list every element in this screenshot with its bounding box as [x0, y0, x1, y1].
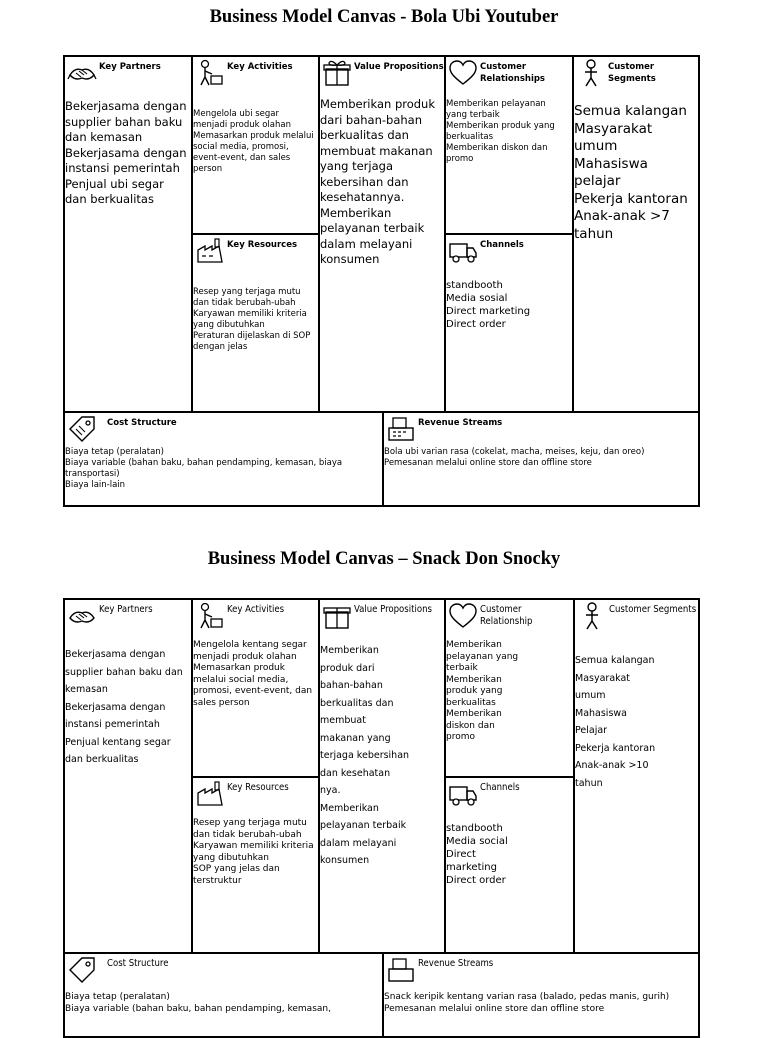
key-resources-block	[193, 778, 320, 954]
list-item: • Semua kalangan	[574, 103, 694, 121]
list-item: • Resep yang terjaga mutu dan tidak berubah-ubah	[193, 287, 314, 309]
list-item: • Bola ubi varian rasa (cokelat, macha, meises, keju, dan oreo)	[384, 447, 694, 458]
value-propositions-label: Value Propositions	[354, 604, 432, 615]
channels-block	[446, 235, 574, 413]
list-item: • Memasarkan produk melalui social media, promosi, event-event, dan sales person	[193, 131, 314, 175]
person-icon	[576, 58, 606, 88]
list-item: • Memberikan pelayanan terbaik dalam melayani konsumen	[320, 206, 440, 268]
handshake-icon	[67, 58, 97, 88]
list-item: 4. Pelajar	[575, 722, 658, 740]
business-model-canvas-1	[63, 55, 700, 507]
list-item: • Masyarakat umum	[574, 121, 694, 156]
list-item: 1. Resep yang terjaga mutu dan tidak berubah-ubah	[193, 818, 314, 841]
list-item: 1. Semua kalangan	[575, 652, 658, 670]
list-item: 2. Bekerjasama dengan instansi pemerintah	[65, 699, 187, 734]
list-item: • Karyawan memiliki kriteria yang dibutuhkan	[193, 309, 314, 331]
canvas-2-title: Business Model Canvas – Snack Don Snocky	[207, 549, 561, 569]
channels-block	[446, 778, 575, 954]
list-item: • Penjual ubi segar dan berkualitas	[65, 177, 187, 208]
customer-segments-block	[575, 600, 698, 954]
key-activities-label: Key Activities	[227, 604, 285, 615]
channels-list	[446, 822, 573, 887]
customer-segments-list	[574, 103, 698, 243]
channels-label: Channels	[480, 240, 524, 250]
list-item: 3. SOP yang jelas dan terstruktur	[193, 864, 314, 887]
list-item: 1. Mengelola kentang segar menjadi produk olahan	[193, 640, 314, 663]
canvas-1-title: Business Model Canvas - Bola Ubi Youtuber	[209, 7, 559, 27]
list-item: 1. Memberikan pelayanan yang terbaik	[446, 640, 523, 675]
value-propositions-label: Value Propositions	[354, 62, 444, 72]
list-item: 2. Karyawan memiliki kriteria yang dibutuhkan	[193, 841, 314, 864]
list-item: 5. Pekerja kantoran	[575, 740, 658, 758]
delivery-truck-icon	[448, 236, 478, 266]
list-item: • Mahasiswa	[574, 156, 694, 174]
gift-box-icon	[322, 601, 352, 631]
key-resources-label: Key Resources	[227, 240, 298, 250]
factory-resources-icon	[195, 779, 225, 809]
list-item: 2. Memberikan produk yang berkualitas	[446, 675, 523, 710]
revenue-streams-block	[384, 413, 698, 505]
key-resources-block	[193, 235, 320, 413]
customer-relationships-list	[446, 99, 572, 165]
list-item: • Media sosial	[446, 292, 568, 305]
worker-activity-icon	[195, 601, 225, 631]
revenue-streams-label: Revenue Streams	[418, 418, 503, 428]
list-item: • Biaya lain-lain	[65, 480, 378, 491]
list-item: • Direct order	[446, 318, 568, 331]
value-propositions-list	[320, 642, 444, 870]
channels-label: Channels	[480, 782, 520, 793]
list-item: • Bekerjasama dengan instansi pemerintah	[65, 146, 187, 177]
list-item: • Biaya tetap (peralatan)	[65, 447, 378, 458]
list-item: 4. Direct order	[446, 874, 513, 887]
worker-activity-icon	[195, 58, 225, 88]
key-activities-block	[193, 600, 320, 778]
list-item: 3. Memberikan diskon dan promo	[446, 709, 523, 744]
cash-register-icon	[386, 414, 416, 444]
customer-segments-block	[574, 57, 698, 413]
value-propositions-block	[320, 57, 446, 413]
list-item: 2. Biaya variable (bahan baku, bahan pendamping, kemasan,	[65, 1004, 378, 1016]
cost-structure-label: Cost Structure	[107, 958, 169, 969]
customer-relationships-list	[446, 640, 573, 744]
revenue-streams-label: Revenue Streams	[418, 958, 494, 969]
key-partners-list	[65, 99, 191, 208]
list-item: 3. Penjual kentang segar dan berkualitas	[65, 734, 187, 769]
list-item: 1. Bekerjasama dengan supplier bahan baku dan kemasan	[65, 646, 187, 699]
list-item: 3. Direct marketing	[446, 848, 513, 874]
cost-structure-list	[65, 447, 382, 491]
customer-segments-label: Customer Segments	[609, 604, 697, 615]
list-item: 1. Snack keripik kentang varian rasa (balado, pedas manis, gurih)	[384, 992, 694, 1004]
cash-register-icon	[386, 955, 416, 985]
channels-list	[446, 279, 572, 331]
list-item: • standbooth	[446, 279, 568, 292]
business-model-canvas-2	[63, 598, 700, 1038]
list-item: • Memberikan diskon dan promo	[446, 143, 568, 165]
key-partners-block	[65, 600, 193, 954]
key-resources-list	[193, 818, 318, 887]
key-resources-list	[193, 287, 318, 353]
customer-relationships-block	[446, 57, 574, 235]
revenue-streams-list	[384, 447, 698, 469]
list-item: • Mengelola ubi segar menjadi produk olahan	[193, 109, 314, 131]
list-item: • Memberikan produk yang berkualitas	[446, 121, 568, 143]
customer-segments-label: Customer Segments	[608, 62, 656, 84]
list-item: 1. Biaya tetap (peralatan)	[65, 992, 378, 1004]
list-item: • Memberikan produk dari bahan-bahan berkualitas dan membuat makanan yang terjaga kebersihan dan kesehatannya.	[320, 97, 440, 206]
list-item: 6. Anak-anak >10 tahun	[575, 757, 658, 792]
heart-icon	[448, 58, 478, 88]
list-item: • Peraturan dijelaskan di SOP dengan jelas	[193, 331, 314, 353]
list-item: 2. Masyarakat umum	[575, 670, 658, 705]
heart-icon	[448, 601, 478, 631]
list-item: • Anak-anak >7 tahun	[574, 208, 694, 243]
list-item: • Memberikan pelayanan yang terbaik	[446, 99, 568, 121]
list-item: • Direct marketing	[446, 305, 568, 318]
key-activities-label: Key Activities	[227, 62, 293, 72]
list-item: 1. standbooth	[446, 822, 513, 835]
customer-relationships-block	[446, 600, 575, 778]
key-partners-block	[65, 57, 193, 413]
key-partners-list	[65, 646, 191, 769]
revenue-streams-list	[384, 992, 698, 1015]
list-item: 1. Memberikan produk dari bahan-bahan berkualitas dan membuat makanan yang terjaga kebersihan dan kesehatan nya.	[320, 642, 410, 800]
delivery-truck-icon	[448, 779, 478, 809]
value-propositions-block	[320, 600, 446, 954]
list-item: 2. Media social	[446, 835, 513, 848]
key-partners-label: Key Partners	[99, 62, 161, 72]
customer-relationships-label: Customer Relationships	[480, 62, 545, 84]
customer-segments-list	[575, 652, 698, 792]
list-item: 2. Memberikan pelayanan terbaik dalam melayani konsumen	[320, 800, 410, 870]
gift-box-icon	[322, 58, 352, 88]
list-item: • Bekerjasama dengan supplier bahan baku dan kemasan	[65, 99, 187, 146]
list-item: 2. Memasarkan produk melalui social media, promosi, event-event, dan sales person	[193, 663, 314, 709]
list-item: • Pekerja kantoran	[574, 191, 694, 209]
list-item: 3. Mahasiswa	[575, 705, 658, 723]
cost-structure-block	[65, 413, 384, 505]
key-activities-block	[193, 57, 320, 235]
handshake-icon	[67, 601, 97, 631]
list-item: • Biaya variable (bahan baku, bahan pendamping, kemasan, biaya transportasi)	[65, 458, 378, 480]
cost-structure-list	[65, 992, 382, 1015]
list-item: • Pemesanan melalui online store dan offline store	[384, 458, 694, 469]
factory-resources-icon	[195, 236, 225, 266]
person-icon	[577, 601, 607, 631]
price-tag-icon	[67, 955, 97, 985]
list-item: 2. Pemesanan melalui online store dan offline store	[384, 1004, 694, 1016]
key-resources-label: Key Resources	[227, 782, 289, 793]
price-tag-icon	[67, 414, 97, 444]
key-activities-list	[193, 640, 318, 709]
customer-relationships-label: Customer Relationship	[480, 604, 533, 627]
list-item: • pelajar	[574, 173, 694, 191]
cost-structure-label: Cost Structure	[107, 418, 177, 428]
key-activities-list	[193, 109, 318, 175]
key-partners-label: Key Partners	[99, 604, 153, 615]
value-propositions-list	[320, 97, 444, 268]
